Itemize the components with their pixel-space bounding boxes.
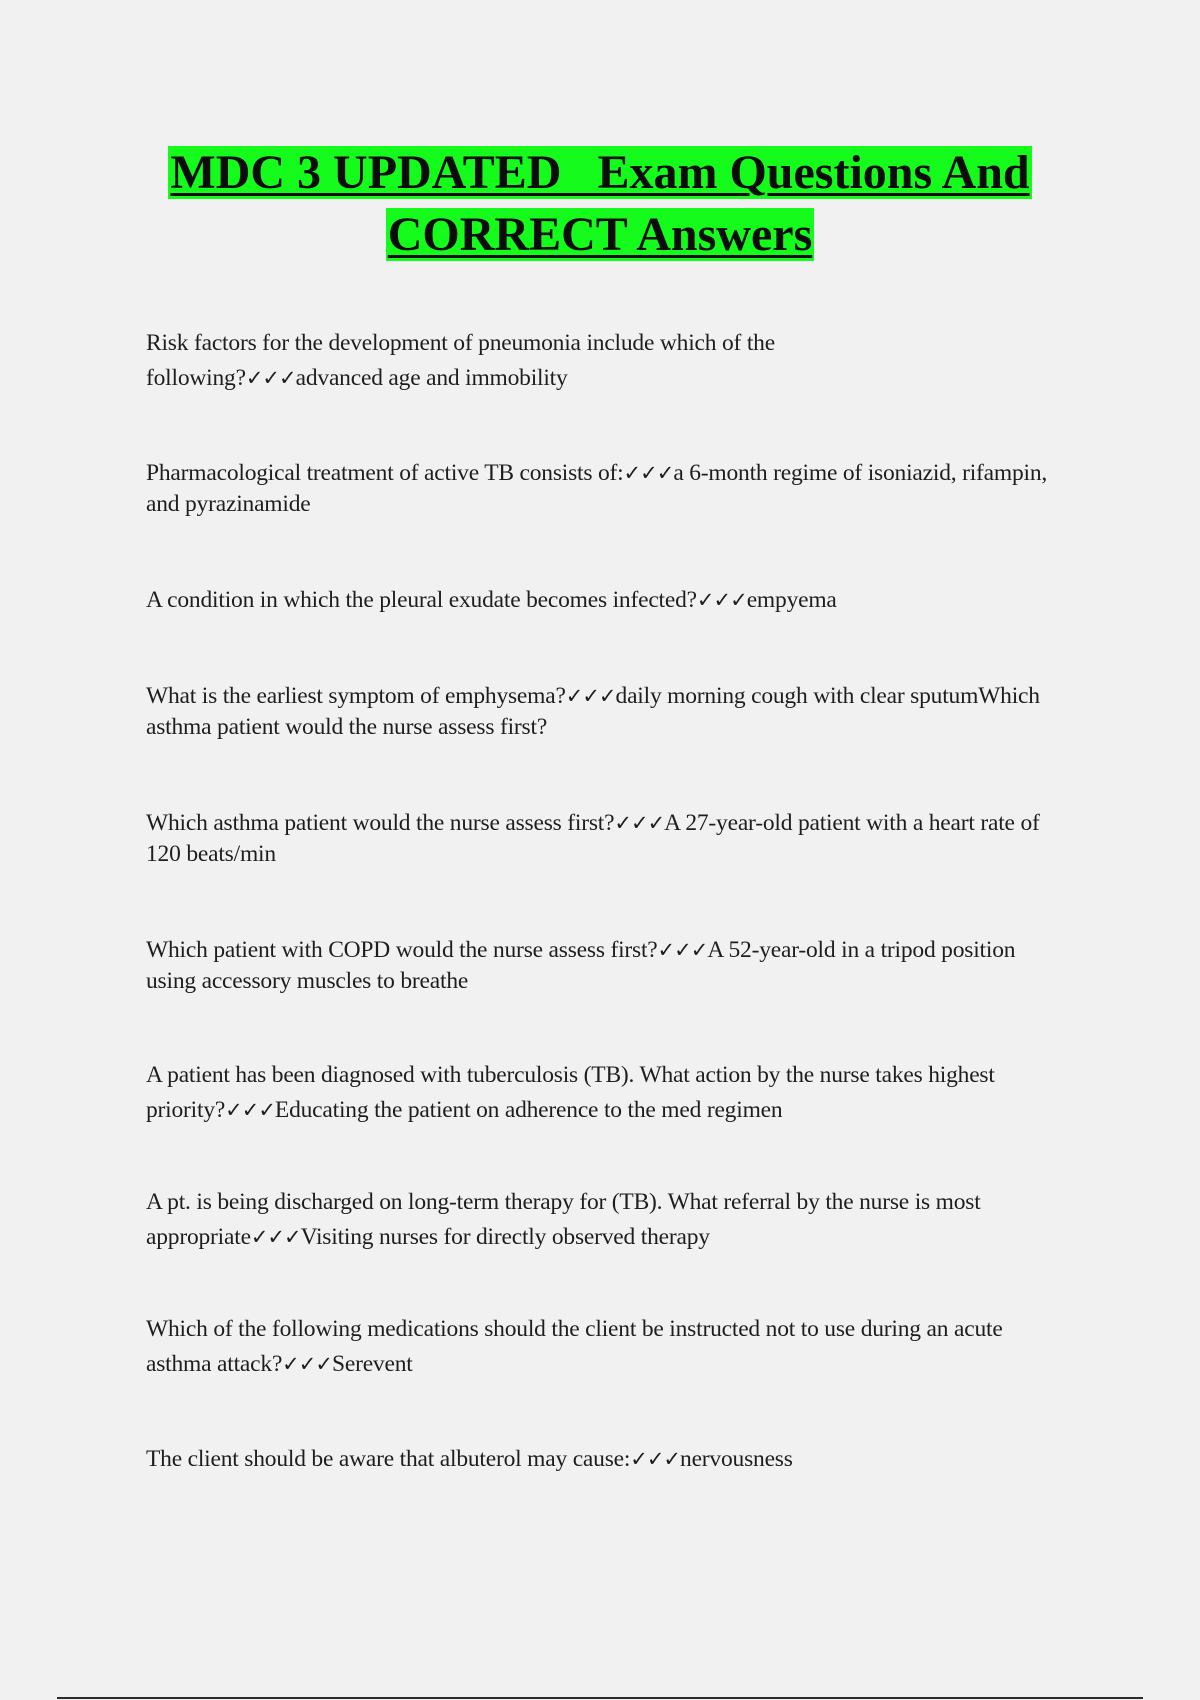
qa-item — [146, 326, 806, 396]
question-text: Risk factors for the development of pneumonia include which of the following? — [146, 330, 775, 391]
checkmark-icon: ✓✓✓ — [614, 811, 665, 835]
question-text: A patient has been diagnosed with tuberculosis (TB). What action by the nurse takes highest priority? — [146, 1062, 995, 1123]
checkmark-icon: ✓✓✓ — [282, 1352, 332, 1376]
question-text: A pt. is being discharged on long-term therapy for (TB). What referral by the nurse is most appropriate — [146, 1189, 981, 1250]
title-line-1: MDC 3 UPDATED Exam Questions And — [170, 146, 1030, 199]
question-text: Which patient with COPD would the nurse assess first? — [146, 937, 658, 963]
qa-item — [146, 1058, 1066, 1128]
qa-item — [146, 935, 1066, 997]
answer-text: Serevent — [331, 1351, 413, 1377]
answer-text: nervousness — [680, 1446, 793, 1472]
question-text: A condition in which the pleural exudate becomes infected? — [146, 587, 697, 613]
checkmark-icon: ✓✓✓ — [623, 461, 674, 485]
qa-item — [146, 1444, 1066, 1475]
question-text: The client should be aware that albuterol may cause: — [146, 1446, 631, 1472]
question-text: What is the earliest symptom of emphysema? — [146, 683, 566, 709]
answer-text: Educating the patient on adherence to the med regimen — [274, 1097, 783, 1123]
qa-item — [146, 1185, 1066, 1255]
answer-text: A 52-year-old in a tripod position using accessory muscles to breathe — [146, 937, 1016, 994]
qa-item — [146, 808, 1066, 870]
question-text: Which asthma patient would the nurse assess first? — [146, 810, 615, 836]
answer-text: Visiting nurses for directly observed therapy — [300, 1224, 710, 1250]
checkmark-icon: ✓✓✓ — [225, 1098, 275, 1122]
question-text: Pharmacological treatment of active TB consists of: — [146, 460, 624, 486]
qa-item — [146, 1312, 1066, 1382]
qa-item — [146, 585, 1066, 616]
checkmark-icon: ✓✓✓ — [245, 366, 296, 390]
checkmark-icon: ✓✓✓ — [565, 684, 616, 708]
document-title — [0, 142, 1200, 266]
checkmark-icon: ✓✓✓ — [696, 588, 747, 612]
answer-text: empyema — [746, 587, 837, 613]
checkmark-icon: ✓✓✓ — [630, 1447, 681, 1471]
checkmark-icon: ✓✓✓ — [657, 938, 708, 962]
question-text: Which of the following medications should the client be instructed not to use during an acute asthma attack? — [146, 1316, 1003, 1377]
qa-item — [146, 681, 1066, 743]
answer-text: A 27-year-old patient with a heart rate of 120 beats/min — [146, 810, 1040, 867]
qa-item — [146, 458, 1066, 520]
checkmark-icon: ✓✓✓ — [250, 1225, 301, 1249]
answer-text: daily morning cough with clear sputumWhich asthma patient would the nurse assess first? — [146, 683, 1040, 740]
answer-text: a 6-month regime of isoniazid, rifampin, and pyrazinamide — [146, 460, 1048, 517]
title-line-2: CORRECT Answers — [387, 208, 813, 261]
answer-text: advanced age and immobility — [295, 365, 568, 391]
footer-divider — [57, 1697, 1143, 1699]
